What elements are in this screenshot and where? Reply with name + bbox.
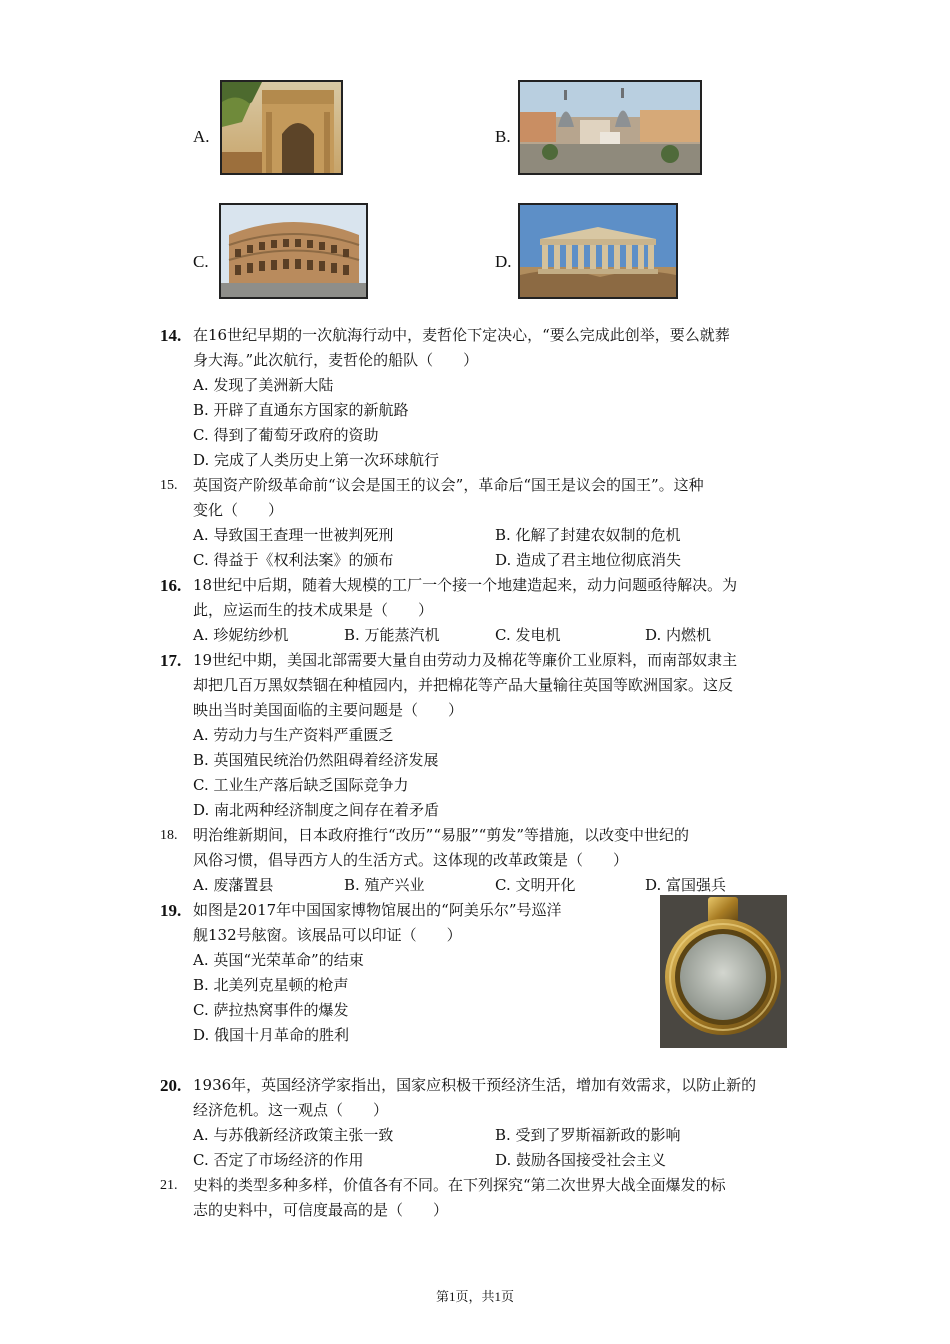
answer-option: C. 发电机 xyxy=(495,626,561,644)
answer-option: C. 萨拉热窝事件的爆发 xyxy=(193,1001,349,1019)
option-label-a: A. xyxy=(193,127,210,146)
answer-option: A. 劳动力与生产资料严重匮乏 xyxy=(193,726,394,744)
question-number: 20. xyxy=(160,1076,182,1095)
porthole-photo xyxy=(660,895,787,1048)
option-label-d: D. xyxy=(495,252,512,271)
question-stem: 变化（ ） xyxy=(193,501,284,519)
option-label-c: C. xyxy=(193,252,209,271)
question-stem: 舰132号舷窗。该展品可以印证（ ） xyxy=(193,926,462,944)
question-number: 15. xyxy=(160,478,178,493)
option-label-b: B. xyxy=(495,127,511,146)
answer-option: A. 英国“光荣革命”的结束 xyxy=(193,951,364,969)
answer-option: A. 废藩置县 xyxy=(193,876,274,894)
answer-option: D. 完成了人类历史上第一次环球航行 xyxy=(193,451,440,469)
answer-option: C. 文明开化 xyxy=(495,876,576,894)
answer-option: B. 英国殖民统治仍然阻碍着经济发展 xyxy=(193,751,439,769)
question-stem: 在16世纪早期的一次航海行动中，麦哲伦下定决心，“要么完成此创举，要么就葬 xyxy=(193,326,730,344)
answer-option: D. 南北两种经济制度之间存在着矛盾 xyxy=(193,801,440,819)
question-stem: 志的史料中，可信度最高的是（ ） xyxy=(193,1201,449,1219)
question-stem: 经济危机。这一观点（ ） xyxy=(193,1101,389,1119)
question-stem: 此，应运而生的技术成果是（ ） xyxy=(193,601,434,619)
page-footer: 第1页，共1页 xyxy=(435,1289,514,1304)
answer-option: A. 发现了美洲新大陆 xyxy=(193,376,334,394)
answer-option: C. 工业生产落后缺乏国际竞争力 xyxy=(193,776,409,794)
answer-option: A. 导致国王查理一世被判死刑 xyxy=(193,526,394,544)
question-stem: 1936年，英国经济学家指出，国家应积极干预经济生活，增加有效需求，以防止新的 xyxy=(193,1076,757,1094)
question-stem: 风俗习惯，倡导西方人的生活方式。这体现的改革政策是（ ） xyxy=(193,851,629,869)
answer-option: D. 富国强兵 xyxy=(645,876,727,894)
question-number: 14. xyxy=(160,326,182,345)
answer-option: D. 鼓励各国接受社会主义 xyxy=(495,1151,667,1169)
question-stem: 19世纪中期，美国北部需要大量自由劳动力及棉花等廉价工业原料，而南部奴隶主 xyxy=(193,651,738,669)
roman-city-photo xyxy=(518,80,702,175)
answer-option: B. 开辟了直通东方国家的新航路 xyxy=(193,401,409,419)
answer-option: D. 内燃机 xyxy=(645,626,712,644)
answer-option: C. 否定了市场经济的作用 xyxy=(193,1151,364,1169)
question-stem: 映出当时美国面临的主要问题是（ ） xyxy=(193,701,464,719)
answer-option: B. 殖产兴业 xyxy=(344,876,425,894)
answer-option: D. 俄国十月革命的胜利 xyxy=(193,1026,350,1044)
question-number: 21. xyxy=(160,1178,178,1193)
question-stem: 身大海。”此次航行，麦哲伦的船队（ ） xyxy=(193,351,479,369)
answer-option: B. 受到了罗斯福新政的影响 xyxy=(495,1126,681,1144)
parthenon-photo xyxy=(518,203,678,299)
answer-option: B. 北美列克星顿的枪声 xyxy=(193,976,349,994)
question-stem: 如图是2017年中国国家博物馆展出的“阿美乐尔”号巡洋 xyxy=(193,901,562,919)
answer-option: D. 造成了君主地位彻底消失 xyxy=(495,551,682,569)
question-number: 19. xyxy=(160,901,182,920)
question-stem: 18世纪中后期，随着大规模的工厂一个接一个地建造起来，动力问题亟待解决。为 xyxy=(193,576,738,594)
answer-option: B. 化解了封建农奴制的危机 xyxy=(495,526,681,544)
colosseum-photo xyxy=(219,203,368,299)
question-number: 17. xyxy=(160,651,182,670)
question-stem: 英国资产阶级革命前“议会是国王的议会”，革命后“国王是议会的国王”。这种 xyxy=(193,476,704,494)
question-stem: 却把几百万黑奴禁锢在种植园内，并把棉花等产品大量输往英国等欧洲国家。这反 xyxy=(193,676,734,694)
question-number: 18. xyxy=(160,828,178,843)
answer-option: C. 得到了葡萄牙政府的资助 xyxy=(193,426,379,444)
answer-option: A. 与苏俄新经济政策主张一致 xyxy=(193,1126,394,1144)
arch-of-titus-photo xyxy=(220,80,343,175)
question-number: 16. xyxy=(160,576,182,595)
question-stem: 明治维新期间，日本政府推行“改历”“易服”“剪发”等措施，以改变中世纪的 xyxy=(193,826,690,844)
answer-option: A. 珍妮纺纱机 xyxy=(193,626,289,644)
answer-option: C. 得益于《权利法案》的颁布 xyxy=(193,551,394,569)
answer-option: B. 万能蒸汽机 xyxy=(344,626,440,644)
question-stem: 史料的类型多种多样，价值各有不同。在下列探究“第二次世界大战全面爆发的标 xyxy=(193,1176,726,1194)
